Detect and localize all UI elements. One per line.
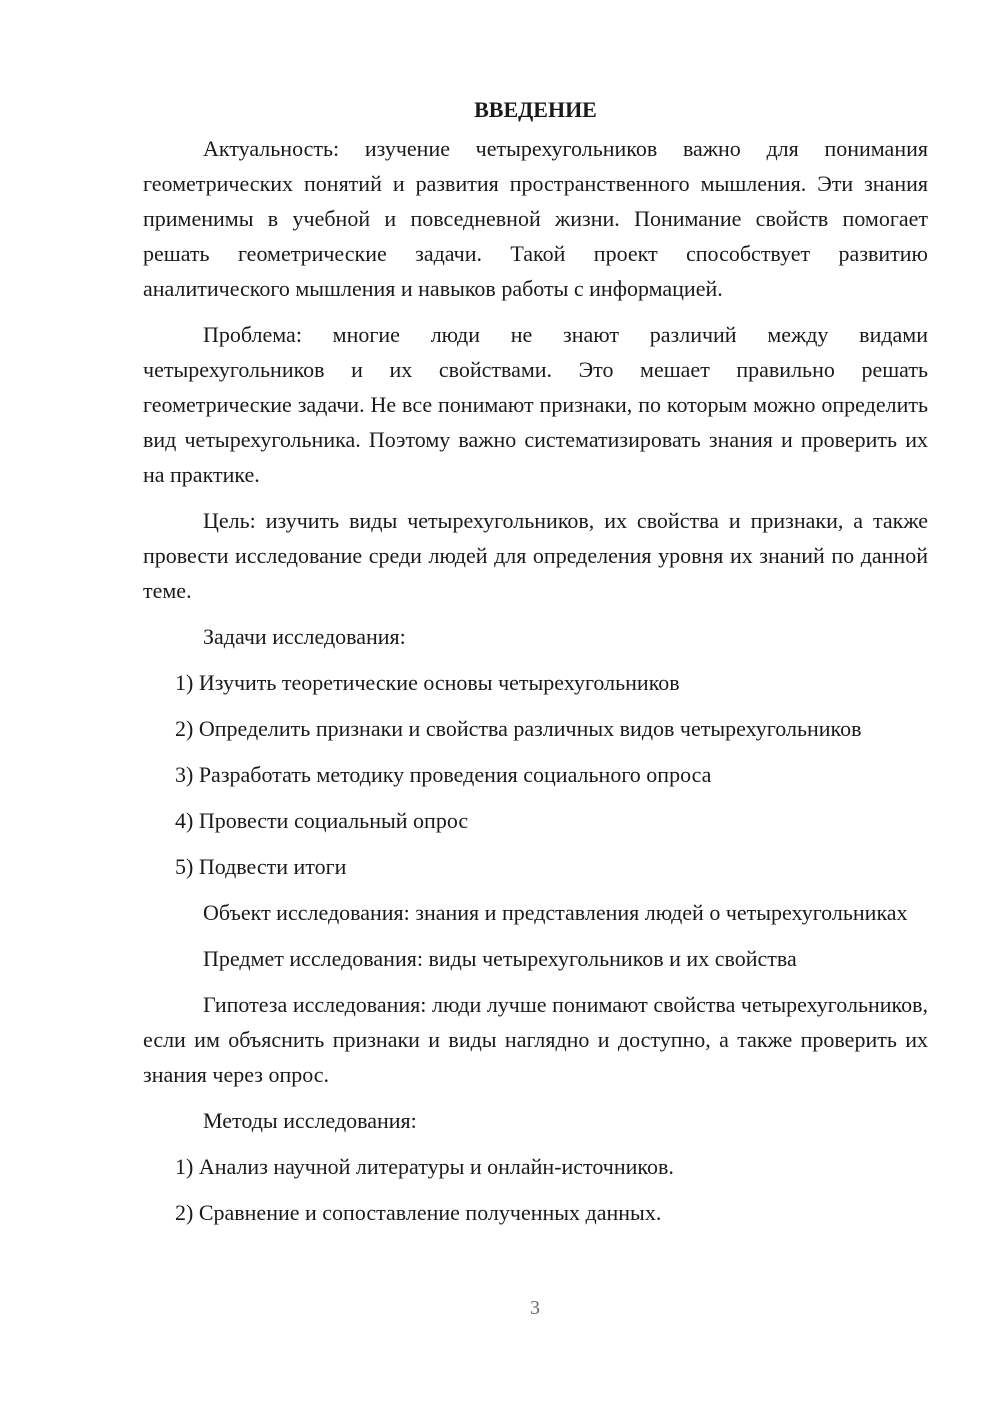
task-item-5: 5) Подвести итоги: [175, 854, 347, 879]
method-item-2: 2) Сравнение и сопоставление полученных данных.: [175, 1200, 662, 1225]
paragraph-object: Объект исследования: знания и представления людей о четырехугольниках: [203, 900, 908, 925]
task-item-1: 1) Изучить теоретические основы четырехугольников: [175, 670, 680, 695]
paragraph-problem: Проблема: многие люди не знают различий между видами четырехугольников и их свойствами. Это мешает правильно решать геометрические задачи. Не все понимают признаки, по которым можно определить вид четырехугольника. Поэтому важно систематизировать знания и проверить их на практике.: [143, 322, 928, 487]
paragraph-relevance: Актуальность: изучение четырехугольников важно для понимания геометрических понятий и развития пространственного мышления. Эти знания применимы в учебной и повседневной жизни. Понимание свойств помогает решать геометрические задачи. Такой проект способствует развитию аналитического мышления и навыков работы с информацией.: [143, 136, 928, 301]
task-item-3: 3) Разработать методику проведения социального опроса: [175, 762, 712, 787]
page-number: 3: [530, 1297, 540, 1319]
document-page: [143, 92, 928, 1230]
method-item-1: 1) Анализ научной литературы и онлайн-источников.: [175, 1154, 674, 1179]
paragraph-methods-heading: Методы исследования:: [203, 1108, 417, 1133]
paragraph-hypothesis: Гипотеза исследования: люди лучше понимают свойства четырехугольников, если им объяснить признаки и виды наглядно и доступно, а также проверить их знания через опрос.: [143, 992, 928, 1087]
paragraph-subject: Предмет исследования: виды четырехугольников и их свойства: [203, 946, 797, 971]
paragraph-tasks-heading: Задачи исследования:: [203, 624, 406, 649]
paragraph-goal: Цель: изучить виды четырехугольников, их свойства и признаки, а также провести исследование среди людей для определения уровня их знаний по данной теме.: [143, 508, 928, 603]
task-item-4: 4) Провести социальный опрос: [175, 808, 469, 833]
section-title: ВВЕДЕНИЕ: [474, 97, 597, 122]
task-item-2: 2) Определить признаки и свойства различных видов четырехугольников: [175, 716, 862, 741]
